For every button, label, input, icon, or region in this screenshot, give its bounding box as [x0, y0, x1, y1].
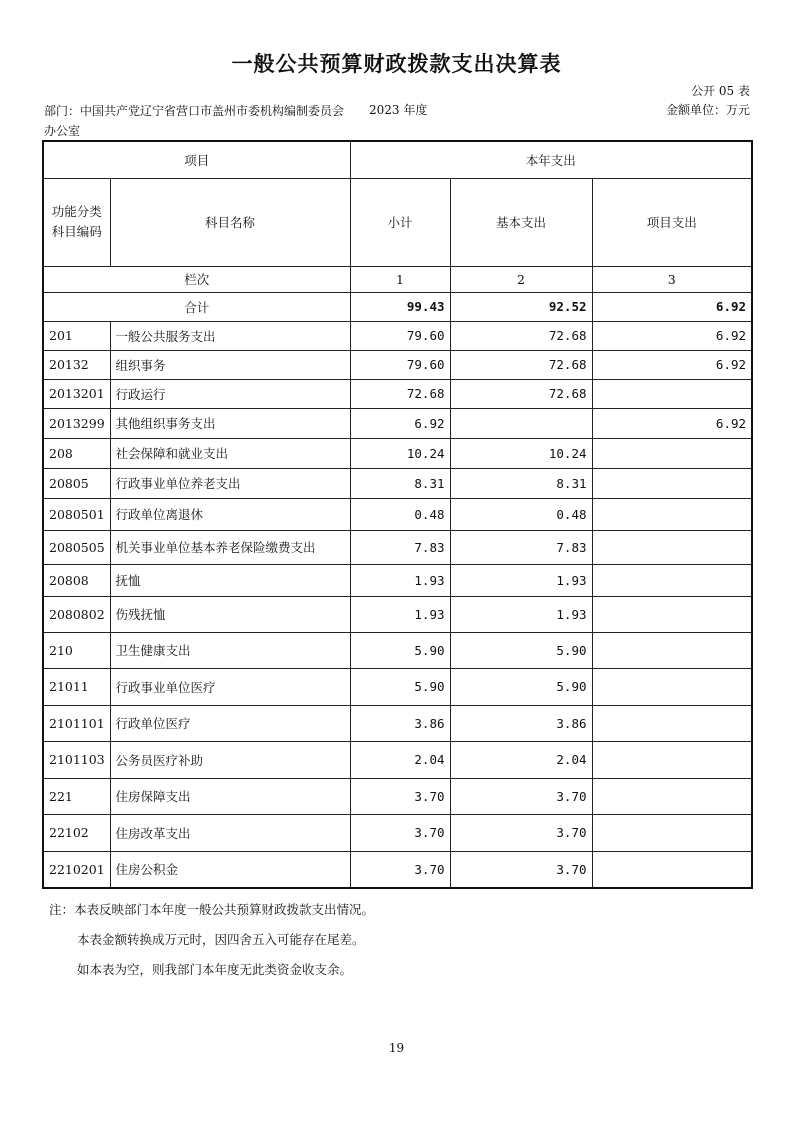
header-subject-name: 科目名称 [110, 178, 350, 266]
row-project [592, 668, 752, 705]
row-basic: 5.90 [450, 632, 592, 668]
row-name: 一般公共服务支出 [110, 321, 350, 350]
header-row-1 [43, 141, 752, 178]
table-row [43, 408, 752, 438]
total-row [43, 292, 752, 321]
row-project [592, 705, 752, 741]
amount-unit: 金额单位：万元 [665, 103, 750, 117]
notes [49, 895, 374, 985]
row-code: 201 [43, 321, 110, 350]
row-code: 2080501 [43, 498, 110, 530]
row-subtotal: 8.31 [350, 468, 450, 498]
row-subtotal: 1.93 [350, 596, 450, 632]
row-subtotal: 5.90 [350, 632, 450, 668]
table-row [43, 321, 752, 350]
row-basic: 1.93 [450, 564, 592, 596]
row-code: 20808 [43, 564, 110, 596]
header-basic: 基本支出 [450, 178, 592, 266]
row-code: 20132 [43, 350, 110, 379]
header-subtotal: 小计 [350, 178, 450, 266]
column-index-label: 栏次 [43, 266, 350, 292]
row-code: 208 [43, 438, 110, 468]
row-name: 行政事业单位医疗 [110, 668, 350, 705]
form-number: 公开 05 表 [691, 84, 750, 98]
row-project [592, 814, 752, 851]
row-basic: 72.68 [450, 350, 592, 379]
row-code: 2210201 [43, 851, 110, 888]
row-project [592, 596, 752, 632]
row-code: 2101101 [43, 705, 110, 741]
table-row [43, 741, 752, 778]
row-basic: 3.86 [450, 705, 592, 741]
row-project [592, 530, 752, 564]
row-code: 2080505 [43, 530, 110, 564]
row-name: 行政事业单位养老支出 [110, 468, 350, 498]
row-subtotal: 0.48 [350, 498, 450, 530]
table-row [43, 498, 752, 530]
row-basic: 3.70 [450, 778, 592, 814]
column-index-2: 2 [450, 266, 592, 292]
row-code: 2101103 [43, 741, 110, 778]
row-subtotal: 3.70 [350, 814, 450, 851]
note-2: 本表金额转换成万元时，因四舍五入可能存在尾差。 [77, 932, 365, 947]
row-name: 社会保障和就业支出 [110, 438, 350, 468]
row-name: 住房保障支出 [110, 778, 350, 814]
row-subtotal: 7.83 [350, 530, 450, 564]
table-row [43, 379, 752, 408]
row-basic [450, 408, 592, 438]
header-func-code: 功能分类科目编码 [43, 178, 110, 266]
table-row [43, 596, 752, 632]
row-subtotal: 72.68 [350, 379, 450, 408]
row-project [592, 379, 752, 408]
table-row [43, 668, 752, 705]
row-code: 210 [43, 632, 110, 668]
total-subtotal: 99.43 [350, 292, 450, 321]
row-name: 卫生健康支出 [110, 632, 350, 668]
total-project: 6.92 [592, 292, 752, 321]
row-subtotal: 1.93 [350, 564, 450, 596]
row-name: 组织事务 [110, 350, 350, 379]
row-subtotal: 3.70 [350, 851, 450, 888]
total-basic: 92.52 [450, 292, 592, 321]
table-row [43, 705, 752, 741]
row-project [592, 498, 752, 530]
row-project [592, 778, 752, 814]
row-subtotal: 79.60 [350, 350, 450, 379]
row-basic: 72.68 [450, 321, 592, 350]
row-project: 6.92 [592, 321, 752, 350]
row-code: 221 [43, 778, 110, 814]
row-subtotal: 10.24 [350, 438, 450, 468]
row-code: 20805 [43, 468, 110, 498]
row-project [592, 468, 752, 498]
row-name: 伤残抚恤 [110, 596, 350, 632]
page-title: 一般公共预算财政拨款支出决算表 [231, 52, 562, 76]
table-row [43, 530, 752, 564]
row-name: 行政单位医疗 [110, 705, 350, 741]
row-basic: 3.70 [450, 814, 592, 851]
row-name: 行政单位离退休 [110, 498, 350, 530]
header-project: 项目支出 [592, 178, 752, 266]
row-project [592, 632, 752, 668]
row-code: 2013299 [43, 408, 110, 438]
row-subtotal: 6.92 [350, 408, 450, 438]
row-code: 2080802 [43, 596, 110, 632]
header-row-2 [43, 178, 752, 266]
table-row [43, 814, 752, 851]
page-number: 19 [388, 1041, 405, 1055]
column-index-3: 3 [592, 266, 752, 292]
table-row [43, 564, 752, 596]
header-current-year: 本年支出 [350, 141, 752, 178]
row-name: 公务员医疗补助 [110, 741, 350, 778]
row-project [592, 851, 752, 888]
row-basic: 8.31 [450, 468, 592, 498]
row-name: 住房改革支出 [110, 814, 350, 851]
row-project [592, 741, 752, 778]
row-basic: 7.83 [450, 530, 592, 564]
row-subtotal: 5.90 [350, 668, 450, 705]
row-project [592, 438, 752, 468]
row-basic: 72.68 [450, 379, 592, 408]
column-index-row [43, 266, 752, 292]
row-project [592, 564, 752, 596]
row-basic: 1.93 [450, 596, 592, 632]
row-basic: 3.70 [450, 851, 592, 888]
department-name: 部门：中国共产党辽宁省营口市盖州市委机构编制委员会办公室 [44, 104, 345, 138]
fiscal-year: 2023 年度 [369, 103, 428, 117]
row-name: 住房公积金 [110, 851, 350, 888]
table-row [43, 438, 752, 468]
row-subtotal: 3.70 [350, 778, 450, 814]
table-row [43, 778, 752, 814]
expenditure-table [42, 140, 753, 889]
row-subtotal: 2.04 [350, 741, 450, 778]
row-name: 其他组织事务支出 [110, 408, 350, 438]
row-basic: 0.48 [450, 498, 592, 530]
row-name: 机关事业单位基本养老保险缴费支出 [110, 530, 350, 564]
header-item: 项目 [43, 141, 350, 178]
table-row [43, 632, 752, 668]
row-name: 抚恤 [110, 564, 350, 596]
row-basic: 10.24 [450, 438, 592, 468]
row-code: 22102 [43, 814, 110, 851]
table-row [43, 350, 752, 379]
table-row [43, 851, 752, 888]
column-index-1: 1 [350, 266, 450, 292]
row-basic: 5.90 [450, 668, 592, 705]
table-row [43, 468, 752, 498]
row-subtotal: 3.86 [350, 705, 450, 741]
row-project: 6.92 [592, 350, 752, 379]
row-code: 2013201 [43, 379, 110, 408]
row-basic: 2.04 [450, 741, 592, 778]
row-name: 行政运行 [110, 379, 350, 408]
total-label: 合计 [43, 292, 350, 321]
row-project: 6.92 [592, 408, 752, 438]
note-1: 注：本表反映部门本年度一般公共预算财政拨款支出情况。 [49, 902, 375, 917]
row-code: 21011 [43, 668, 110, 705]
row-subtotal: 79.60 [350, 321, 450, 350]
note-3: 如本表为空，则我部门本年度无此类资金收支余。 [77, 962, 353, 977]
